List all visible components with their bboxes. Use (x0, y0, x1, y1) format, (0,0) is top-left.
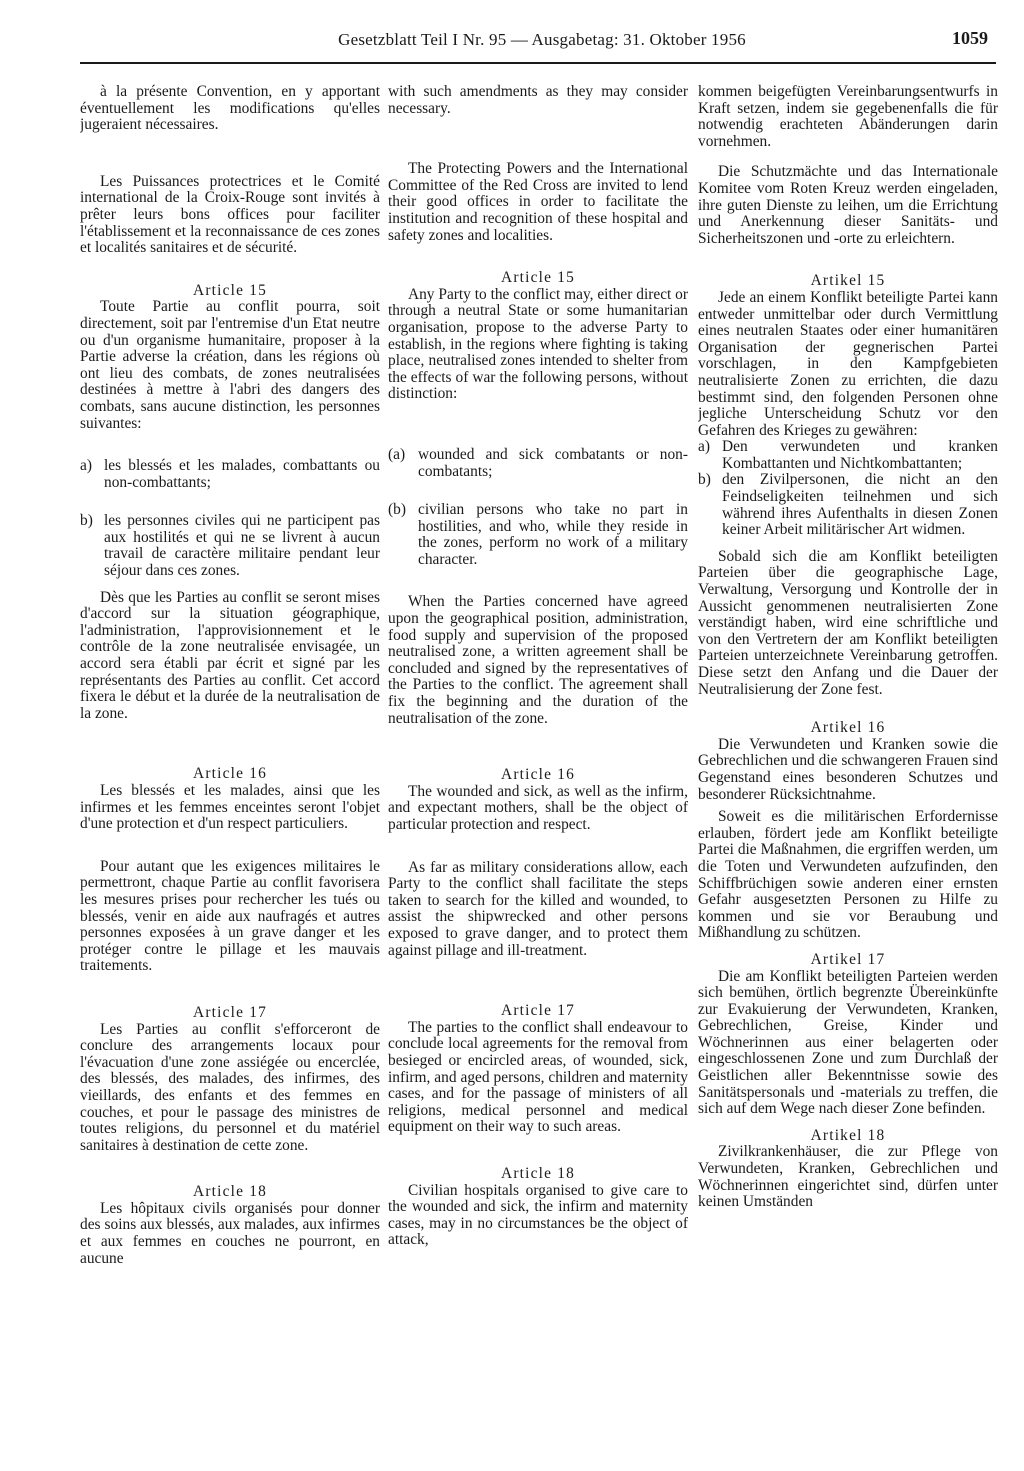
de-article-15-para-2: Sobald sich die am Konflikt beteiligten Parteien über die geographische Lage, Verwaltung, Versorgung und Kontrolle der in Aussicht genommenen neutralisierten Zone verständigt haben, wird eine schriftliche und von den Vertretern der am Konflikt beteiligten Parteien unterzeichnete Vereinbarung getroffen. Diese setzt den Anfang und die Dauer der Neutralisierung der Zone fest. (698, 547, 998, 698)
item-text: Den verwundeten und kranken Kombattanten und Nichtkombattanten; (722, 438, 998, 472)
item-text: den Zivilpersonen, die nicht an den Feindseligkeiten teilnehmen und sich während ihres Aufenthalts in diesen Zonen keiner Arbeit militärischer Art widmen. (722, 471, 998, 539)
de-article-17-heading: Artikel 17 (810, 950, 886, 968)
item-label: (b) (388, 501, 406, 519)
de-article-15-heading: Artikel 15 (810, 272, 886, 290)
fr-article-16-heading: Article 16 (193, 765, 267, 783)
item-label: b) (80, 512, 93, 530)
fr-article-17-para-1: Les Parties au conflit s'efforceront de conclure des arrangements locaux pour l'évacuation d'une zone assiégée ou encerclée, des blessés, des malades, des infirmes, des vieillards, des enfants et des femmes en couches, et pour le passage des ministres de toutes religions, du personnel et du matériel sanitaires à destination de cette zone. (80, 1020, 380, 1154)
fr-para-continued: à la présente Convention, en y apportant éventuellement les modifications qu'elles jugeraient nécessaires. (80, 83, 380, 134)
en-article-16-heading: Article 16 (501, 766, 575, 784)
en-article-15-item-b (388, 502, 688, 568)
column-english (388, 66, 688, 1461)
en-article-15-para-2: When the Parties concerned have agreed upon the geographical position, administration, food supply and supervision of the proposed neutralised zone, a written agreement shall be concluded and signed by the representatives of the Parties to the conflict. The agreement shall fix the beginning and the duration of the neutralisation of the zone. (388, 593, 688, 727)
de-article-16-heading: Artikel 16 (810, 719, 886, 737)
en-article-17-para-1: The parties to the conflict shall endeavour to conclude local agreements for the removal from besieged or encircled areas, of wounded, sick, infirm, and aged persons, children and maternity cases, and for the passage of ministers of all religions, medical personnel and medical equipment on their way to such areas. (388, 1018, 688, 1136)
fr-article-16-para-2: Pour autant que les exigences militaires le permettront, chaque Partie au conflit favorisera les mesures prises pour rechercher les tués ou blessés, venir en aide aux naufragés et autres personnes exposées à un grave danger et les protéger contre le pillage et les mauvais traitements. (80, 857, 380, 975)
en-article-15-para-1: Any Party to the conflict may, either direct or through a neutral State or some humanitarian organisation, propose to the adverse Party to establish, in the regions where fighting is taking place, neutralised zones intended to shelter from the effects of war the following persons, without distinction: (388, 285, 688, 403)
page-header (0, 26, 1024, 60)
fr-article-15-heading: Article 15 (193, 281, 267, 299)
column-german (698, 66, 998, 1461)
en-article-18-heading: Article 18 (501, 1164, 575, 1182)
en-article-16-para-1: The wounded and sick, as well as the infirm, and expectant mothers, shall be the object of particular protection and respect. (388, 782, 688, 833)
item-text: les personnes civiles qui ne participent pas aux hostilités et qui ne se livrent à aucun travail de caractère militaire pendant leur séjour dans ces zones. (104, 512, 380, 580)
fr-article-15-para-1: Toute Partie au conflit pourra, soit directement, soit par l'entremise d'un Etat neutre ou d'un organisme humanitaire, proposer à la Partie adverse la création, dans les régions où ont lieu des combats, de zones neutralisées destinées à mettre à l'abri des dangers des combats, sans aucune distinction, les personnes suivantes: (80, 298, 380, 432)
fr-article-17-heading: Article 17 (193, 1003, 267, 1021)
en-para-protecting-powers: The Protecting Powers and the International Committee of the Red Cross are invited to lend their good offices in order to facilitate the institution and recognition of these hospital and safety zones and localities. (388, 160, 688, 244)
item-text: civilian persons who take no part in hostilities, and who, while they reside in the zones, perform no work of a military character. (418, 501, 688, 568)
header-rule (80, 62, 996, 64)
en-article-15-item-a (388, 447, 688, 480)
de-article-17-para-1: Die am Konflikt beteiligten Parteien werden sich bemühen, örtlich begrenzte Übereinkünfte zur Evakuierung der Verwundeten, Kranken, Gebrechlichen, Greise, Kinder und Wöchnerinnen aus einer belagerten oder eingeschlossenen Zone und zum Durchlaß der Geistlichen aller Bekenntnisse sowie des Sanitätspersonals und -materials zu treffen, die sich auf dem Wege nach dieser Zone befinden. (698, 967, 998, 1118)
de-article-18-para-1: Zivilkrankenhäuser, die zur Pflege von Verwundeten, Kranken, Gebrechlichen und Wöchnerinnen eingerichtet sind, dürfen unter keinen Umständen (698, 1143, 998, 1211)
item-text: wounded and sick combatants or non-combatants; (418, 445, 688, 480)
de-article-15-para-1: Jede an einem Konflikt beteiligte Partei kann entweder unmittelbar oder durch Vermittlung eines neutralen Staates oder einer humanitären Organisation der gegnerischen Partei vorschlagen, in den Kampfgebieten neutralisierte Zonen zu errichten, die dazu bestimmt sind, den folgenden Personen ohne jegliche Unterscheidung Schutz vor den Gefahren des Krieges zu gewähren: (698, 288, 998, 439)
en-article-15-heading: Article 15 (501, 269, 575, 287)
fr-para-protecting-powers: Les Puissances protectrices et le Comité international de la Croix-Rouge sont invités à prêter leurs bons offices pour faciliter l'établissement et la reconnaissance de ces zones et localités sanitaires et de sécurité. (80, 172, 380, 257)
en-article-18-para-1: Civilian hospitals organised to give care to the wounded and sick, the infirm and maternity cases, may in no circumstances be the object of attack, (388, 1181, 688, 1249)
item-label: b) (698, 471, 711, 489)
de-article-16-para-1: Die Verwundeten und Kranken sowie die Gebrechlichen und die schwangeren Frauen sind Gegenstand eines besonderen Schutzes und besonderer Rücksichtnahme. (698, 735, 998, 803)
column-french (80, 66, 380, 1461)
item-label: (a) (388, 445, 406, 463)
en-article-16-para-2: As far as military considerations allow, each Party to the conflict shall facilitate the steps taken to search for the killed and wounded, to assist the shipwrecked and other persons exposed to grave danger, and to protect them against pillage and ill-treatment. (388, 858, 688, 959)
item-text: les blessés et les malades, combattants ou non-combattants; (104, 457, 380, 491)
fr-article-15-para-2: Dès que les Parties au conflit se seront mises d'accord sur la situation géographique, l'administration, l'approvisionnement et le contrôle de la zone neutralisée envisagée, un accord sera établi par écrit et signé par les représentants des Parties au conflit. Cet accord fixera le début et la durée de la neutralisation de la zone. (80, 588, 380, 722)
de-article-16-para-2: Soweit es die militärischen Erfordernisse erlauben, fördert jede am Konflikt beteiligte Partei die Maßnahmen, die ergriffen werden, um die Toten und Verwundeten aufzufinden, den Schiffbrüchigen sowie anderen einer ernsten Gefahr ausgesetzten Personen zu Hilfe zu kommen und sie vor Beraubung und Mißhandlung zu schützen. (698, 808, 998, 942)
en-article-17-heading: Article 17 (501, 1002, 575, 1020)
fr-article-15-item-b (80, 513, 380, 579)
de-article-15-item-a (698, 439, 998, 472)
en-para-continued: with such amendments as they may consider necessary. (388, 83, 688, 117)
page-number: 1059 (952, 28, 988, 48)
gazette-title: Gesetzblatt Teil I Nr. 95 — Ausgabetag: 31. Oktober 1956 (338, 30, 746, 49)
de-para-protecting-powers: Die Schutzmächte und das Internationale Komitee vom Roten Kreuz werden eingeladen, ihre guten Dienste zu leihen, um die Errichtung und Anerkennung dieser Sanitäts- und Sicherheitszonen und -orte zu erleichtern. (698, 163, 998, 247)
fr-article-18-para-1: Les hôpitaux civils organisés pour donner des soins aux blessés, aux malades, aux infirmes et aux femmes en couches ne pourront, en aucune (80, 1199, 380, 1267)
item-label: a) (80, 457, 92, 475)
de-article-18-heading: Artikel 18 (810, 1126, 886, 1144)
de-para-continued: kommen beigefügten Vereinbarungsentwurfs in Kraft setzen, indem sie gegebenenfalls die für notwendig erachteten Abänderungen darin vornehmen. (698, 83, 998, 150)
fr-article-15-item-a (80, 458, 380, 491)
fr-article-18-heading: Article 18 (193, 1183, 267, 1201)
fr-article-16-para-1: Les blessés et les malades, ainsi que les infirmes et les femmes enceintes seront l'objet d'une protection et d'un respect particuliers. (80, 782, 380, 833)
item-label: a) (698, 438, 710, 456)
de-article-15-item-b (698, 472, 998, 538)
